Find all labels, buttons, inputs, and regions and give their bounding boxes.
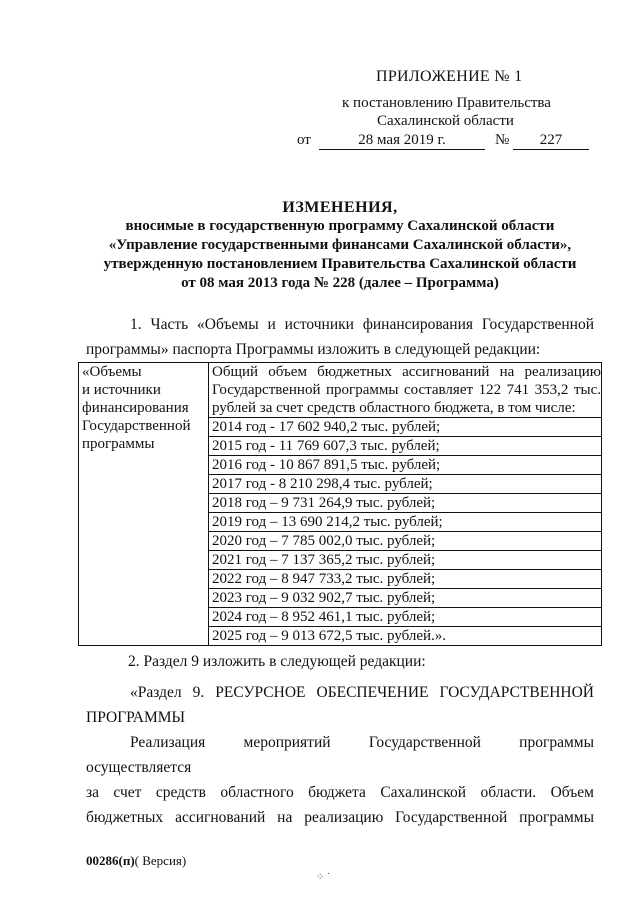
funding-intro: Общий объем бюджетных ассигнований на реализацию Государственной программы составляет 122 741 353,2 тыс. рублей за счет средств областного бюджета, в том числе: [209,363,601,418]
paragraph-3 [86,680,594,730]
paragraph-4-line-2: за счет средств областного бюджета Сахалинской области. Объем [86,784,594,801]
funding-year-2022: 2022 год – 8 947 733,2 тыс. рублей; [209,570,601,589]
decree-date: 28 мая 2019 г. [319,132,485,150]
scan-mark-icon: ⁘ ˙ [316,872,331,883]
appendix-title: ПРИЛОЖЕНИЕ № 1 [376,68,523,85]
decree-date-line [297,132,597,152]
appendix-region: Сахалинской области [377,113,514,129]
title-main: ИЗМЕНЕНИЯ, [282,199,398,216]
paragraph-1-line-2: программы» паспорта Программы изложить в следующей редакции: [86,341,541,358]
table-row [79,363,602,646]
title-line: утвержденную постановлением Правительства Сахалинской области [103,256,577,272]
paragraph-4-line-1: Реализация мероприятий Государственной программы осуществляется [86,734,594,776]
funding-year-2016: 2016 год - 10 867 891,5 тыс. рублей; [209,456,601,475]
version-label: ( Версия) [134,853,187,868]
title-line: вносимые в государственную программу Сахалинской области [125,218,555,234]
paragraph-2: 2. Раздел 9 изложить в следующей редакции: [128,653,426,670]
label-line: Государственной [82,418,191,434]
paragraph-1-line-1: 1. Часть «Объемы и источники финансирования Государственной [130,316,594,333]
footer-code [86,853,186,869]
paragraph-1 [86,312,594,362]
label-line: программы [82,436,155,452]
label-line: и источники [82,382,161,398]
paragraph-4-line-3: бюджетных ассигнований на реализацию Государственной программы [86,809,594,826]
passport-table [78,362,602,646]
title-line: «Управление государственными финансами Сахалинской области», [108,237,572,253]
funding-year-2023: 2023 год – 9 032 902,7 тыс. рублей; [209,589,601,608]
section-heading-line-1: «Раздел 9. РЕСУРСНОЕ ОБЕСПЕЧЕНИЕ ГОСУДАРСТВЕННОЙ [130,684,594,701]
title-line: от 08 мая 2013 года № 228 (далее – Программа) [181,275,499,291]
funding-year-2019: 2019 год – 13 690 214,2 тыс. рублей; [209,513,601,532]
funding-year-2020: 2020 год – 7 785 002,0 тыс. рублей; [209,532,601,551]
paragraph-4 [86,730,594,830]
funding-year-2025: 2025 год – 9 013 672,5 тыс. рублей.». [212,628,447,644]
decree-number: 227 [513,132,589,150]
label-line: финансирования [82,400,189,416]
funding-year-2018: 2018 год – 9 731 264,9 тыс. рублей; [209,494,601,513]
appendix-to-decree: к постановлению Правительства [342,95,551,111]
document-title [60,198,620,293]
funding-year-2024: 2024 год – 8 952 461,1 тыс. рублей; [209,608,601,627]
document-code: 00286(п) [86,853,135,868]
funding-year-2015: 2015 год - 11 769 607,3 тыс. рублей; [209,437,601,456]
section-heading-line-2: ПРОГРАММЫ [86,709,186,726]
table-cell-content [209,363,602,646]
label-line: «Объемы [82,364,142,380]
table-cell-label [79,363,209,646]
funding-year-2014: 2014 год - 17 602 940,2 тыс. рублей; [209,418,601,437]
funding-year-2021: 2021 год – 7 137 365,2 тыс. рублей; [209,551,601,570]
number-sign: № [495,132,510,148]
funding-year-2017: 2017 год - 8 210 298,4 тыс. рублей; [209,475,601,494]
date-prefix: от [297,132,311,148]
